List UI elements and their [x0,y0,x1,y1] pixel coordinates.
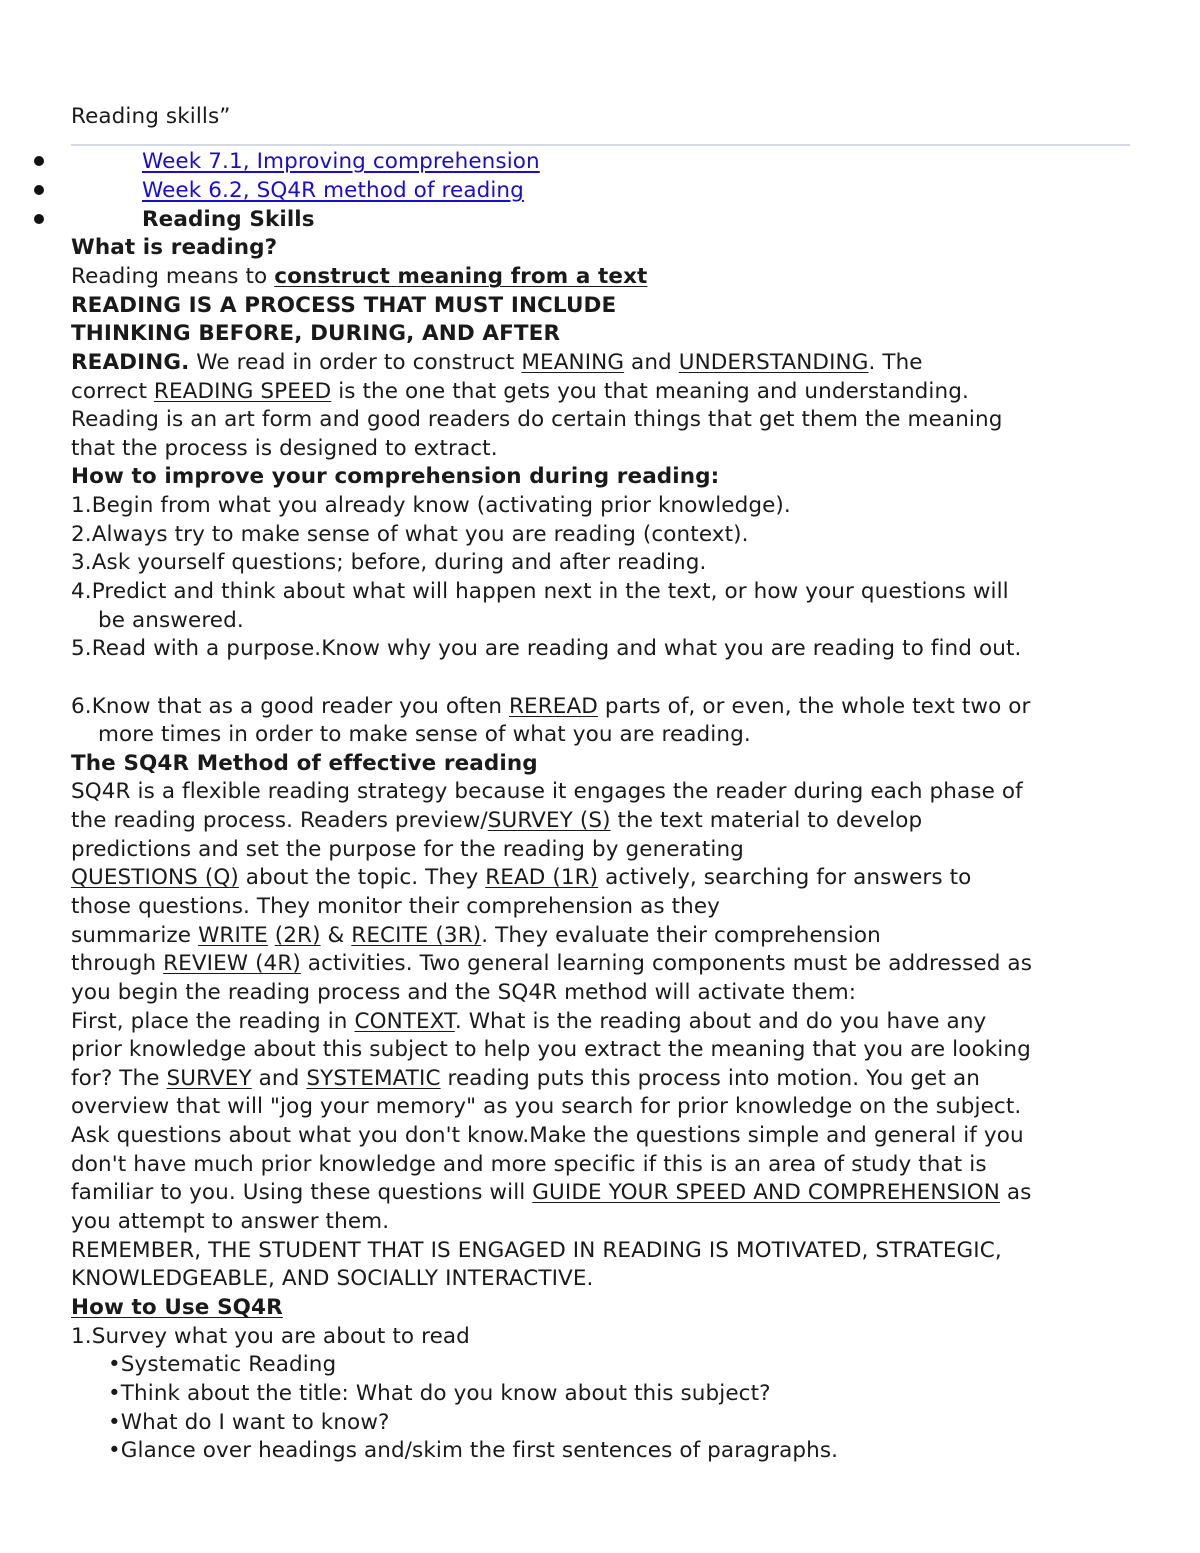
paragraph-line: summarize WRITE (2R) & RECITE (3R). They evaluate their comprehension [71,923,881,948]
sub-bullet-item: •What do I want to know? [108,1410,390,1435]
divider [71,144,1130,146]
page-title: Reading skills” [71,104,231,129]
paragraph-line: the reading process. Readers preview/SURVEY (S) the text material to develop [71,808,923,833]
bullet-icon [34,185,44,195]
section-heading: How to Use SQ4R [71,1295,283,1320]
list-item-continuation: more times in order to make sense of what you are reading. [98,722,751,747]
section-heading: The SQ4R Method of effective reading [71,751,538,776]
link-text[interactable]: Week 7.1, Improving comprehension [142,149,540,174]
sub-bullet-item: •Think about the title: What do you know about this subject? [108,1381,771,1406]
nav-link-week-6-2[interactable] [142,176,524,205]
paragraph-line: REMEMBER, THE STUDENT THAT IS ENGAGED IN READING IS MOTIVATED, STRATEGIC, [71,1238,1002,1263]
list-item: 5.Read with a purpose.Know why you are reading and what you are reading to find out. [71,636,1022,661]
paragraph-line: First, place the reading in CONTEXT. What is the reading about and do you have any [71,1009,987,1034]
paragraph-line: QUESTIONS (Q) about the topic. They READ (1R) actively, searching for answers to [71,865,972,890]
list-item: 1.Begin from what you already know (activating prior knowledge). [71,493,791,518]
current-item: Reading Skills [142,207,315,232]
paragraph-line: Reading is an art form and good readers do certain things that get them the meaning [71,407,1003,432]
link-text[interactable]: Week 6.2, SQ4R method of reading [142,178,524,203]
list-item-continuation: be answered. [98,608,244,633]
list-item: 6.Know that as a good reader you often REREAD parts of, or even, the whole text two or [71,694,1031,719]
caps-line: THINKING BEFORE, DURING, AND AFTER [71,321,561,346]
paragraph-line: READING. We read in order to construct MEANING and UNDERSTANDING. The [71,350,923,375]
emphasis: construct meaning from a text [274,264,648,289]
paragraph-line: don't have much prior knowledge and more specific if this is an area of study that is [71,1152,987,1177]
paragraph-line: prior knowledge about this subject to help you extract the meaning that you are looking [71,1037,1031,1062]
paragraph-line: familiar to you. Using these questions will GUIDE YOUR SPEED AND COMPREHENSION as [71,1180,1032,1205]
paragraph-line: predictions and set the purpose for the reading by generating [71,837,744,862]
paragraph-line: for? The SURVEY and SYSTEMATIC reading puts this process into motion. You get an [71,1066,980,1091]
bullet-icon [34,214,44,224]
paragraph-line: through REVIEW (4R) activities. Two general learning components must be addressed as [71,951,1033,976]
caps-line: READING IS A PROCESS THAT MUST INCLUDE [71,293,617,318]
section-heading: How to improve your comprehension during reading: [71,464,720,489]
list-item: 3.Ask yourself questions; before, during and after reading. [71,550,707,575]
paragraph-line: correct READING SPEED is the one that gets you that meaning and understanding. [71,379,969,404]
sub-bullet-item: •Glance over headings and/skim the first sentences of paragraphs. [108,1438,839,1463]
step-item: 1.Survey what you are about to read [71,1324,470,1349]
definition-line: Reading means to construct meaning from a text [71,264,648,289]
paragraph-line: you begin the reading process and the SQ4R method will activate them: [71,980,857,1005]
section-heading: What is reading? [71,235,278,260]
paragraph-line: those questions. They monitor their comprehension as they [71,894,721,919]
paragraph-line: that the process is designed to extract. [71,436,498,461]
paragraph-line: Ask questions about what you don't know.Make the questions simple and general if you [71,1123,1024,1148]
paragraph-line: SQ4R is a flexible reading strategy because it engages the reader during each phase of [71,779,1023,804]
nav-link-week-7-1[interactable] [142,147,540,176]
bullet-icon [34,156,44,166]
list-item: 2.Always try to make sense of what you are reading (context). [71,522,749,547]
paragraph-line: you attempt to answer them. [71,1209,390,1234]
list-item: 4.Predict and think about what will happen next in the text, or how your questions will [71,579,1009,604]
sub-bullet-item: •Systematic Reading [108,1352,337,1377]
paragraph-line: KNOWLEDGEABLE, AND SOCIALLY INTERACTIVE. [71,1266,594,1291]
paragraph-line: overview that will "jog your memory" as you search for prior knowledge on the subject. [71,1094,1022,1119]
